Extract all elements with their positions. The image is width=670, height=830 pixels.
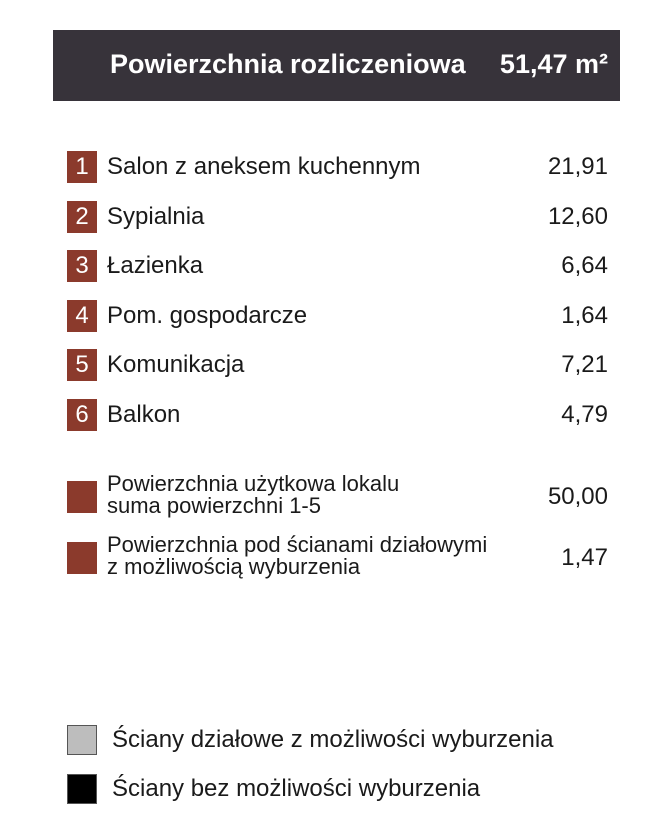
summary-value: 50,00	[547, 483, 608, 510]
summary-swatch	[67, 481, 97, 513]
room-number-badge: 3	[67, 250, 97, 282]
room-row	[67, 250, 608, 282]
header-bar	[53, 30, 620, 101]
summary-label-line: Powierzchnia użytkowa lokalu	[107, 471, 400, 496]
room-name: Salon z aneksem kuchennym	[107, 153, 421, 180]
summary-label	[107, 534, 487, 578]
room-number-badge: 2	[67, 201, 97, 233]
room-name: Łazienka	[107, 252, 204, 279]
room-number-badge: 1	[67, 151, 97, 183]
room-number-badge: 6	[67, 399, 97, 431]
room-row	[67, 399, 608, 431]
summary-label-line: z możliwością wyburzenia	[107, 554, 361, 579]
summary-swatch	[67, 542, 97, 574]
header-title: Powierzchnia rozliczeniowa	[110, 49, 466, 79]
room-row	[67, 151, 608, 183]
header-total-area: 51,47 m²	[499, 49, 608, 79]
room-area: 7,21	[561, 351, 608, 378]
room-area: 1,64	[561, 302, 608, 329]
room-name: Pom. gospodarcze	[107, 302, 308, 329]
room-row	[67, 300, 608, 332]
room-area: 4,79	[561, 401, 608, 428]
legend-label: Ściany bez możliwości wyburzenia	[112, 775, 481, 802]
room-number-badge: 5	[67, 349, 97, 381]
room-name: Komunikacja	[107, 351, 245, 378]
room-number-badge: 4	[67, 300, 97, 332]
room-row	[67, 349, 608, 381]
room-area: 21,91	[547, 153, 608, 180]
room-name: Sypialnia	[107, 203, 205, 230]
legend-swatch-black	[67, 774, 97, 804]
room-area: 12,60	[547, 203, 608, 230]
summary-row-partition-walls	[67, 534, 608, 586]
summary-value: 1,47	[561, 544, 608, 571]
room-row	[67, 201, 608, 233]
legend-label: Ściany działowe z możliwości wyburzenia	[112, 726, 554, 753]
room-name: Balkon	[107, 401, 181, 428]
summary-label-line: Powierzchnia pod ścianami działowymi	[107, 532, 488, 557]
legend-swatch-gray	[67, 725, 97, 755]
summary-row-usable-area	[67, 473, 608, 525]
summary-label-line: suma powierzchni 1-5	[107, 493, 321, 518]
room-area: 6,64	[561, 252, 608, 279]
summary-label	[107, 473, 399, 517]
